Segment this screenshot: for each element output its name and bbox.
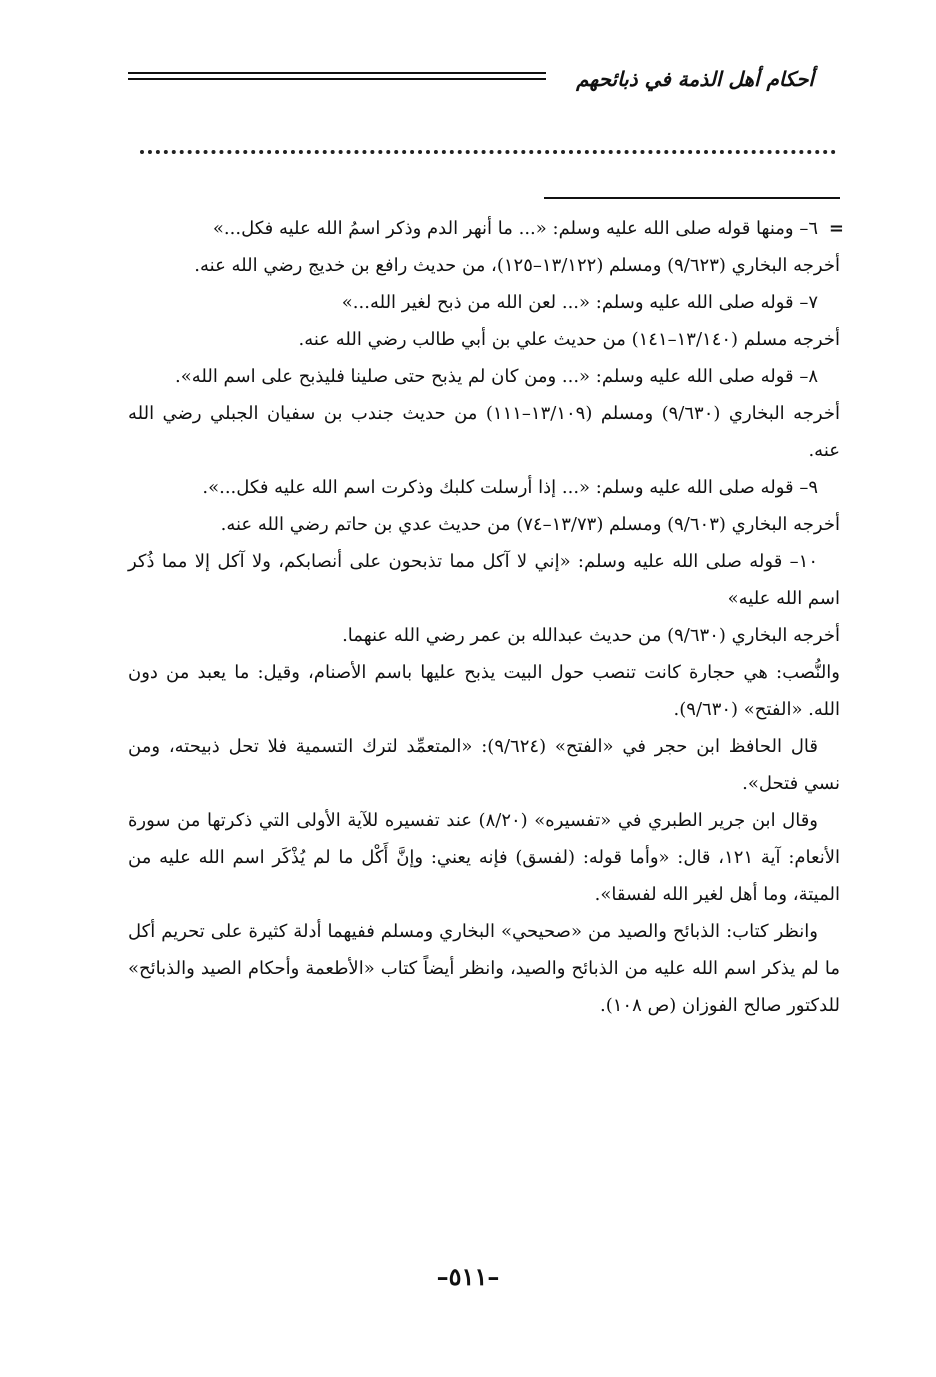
footnote-paragraph: قال الحافظ ابن حجر في «الفتح» (٩/٦٢٤): «المتعمِّد لترك التسمية فلا تحل ذبيحته، ومن نسي فتحل». bbox=[128, 736, 840, 794]
footnotes-body bbox=[128, 210, 844, 1024]
header-rule bbox=[128, 72, 546, 74]
footnote-separator-rule bbox=[544, 197, 840, 199]
footnote-paragraph: والنُّصب: هي حجارة كانت تنصب حول البيت يذبح عليها باسم الأصنام، وقيل: ما يعبد من دون الله. «الفتح» (٩/٦٣٠). bbox=[128, 662, 840, 720]
running-title: أحكام أهل الذمة في ذبائحهم bbox=[576, 67, 814, 91]
dotted-separator bbox=[140, 150, 836, 164]
footnote-paragraph: أخرجه البخاري (٩/٦٢٣) ومسلم (١٣/١٢٢–١٢٥)، من حديث رافع بن خديج رضي الله عنه. bbox=[194, 255, 840, 276]
footnote-paragraph: أخرجه البخاري (٩/٦٣٠) من حديث عبدالله بن عمر رضي الله عنهما. bbox=[342, 625, 840, 646]
footnote-paragraph: وانظر كتاب: الذبائح والصيد من «صحيحي» البخاري ومسلم ففيهما أدلة كثيرة على تحريم أكل ما لم يذكر اسم الله عليه من الذبائح والصيد، وانظر أيضاً كتاب «الأطعمة وأحكام الصيد والذبائح» للدكتور صالح الفوزان (ص ١٠٨). bbox=[128, 921, 840, 1016]
continuation-mark: = bbox=[828, 218, 844, 239]
footnote-paragraph: ٩– قوله صلى الله عليه وسلم: «... إذا أرسلت كلبك وذكرت اسم الله عليه فكل...». bbox=[202, 477, 818, 498]
footnote-paragraph: أخرجه البخاري (٩/٦٠٣) ومسلم (١٣/٧٣–٧٤) من حديث عدي بن حاتم رضي الله عنه. bbox=[220, 514, 840, 535]
page-number: –٥١١– bbox=[436, 1262, 500, 1291]
footnote-text: ٦– ومنها قوله صلى الله عليه وسلم: «... ما أنهر الدم وذكر اسمُ الله عليه فكل...» bbox=[212, 218, 818, 239]
footnote-paragraph: ١٠– قوله صلى الله عليه وسلم: «إني لا آكل مما تذبحون على أنصابكم، ولا آكل إلا مما ذُكر اسم الله عليه» bbox=[128, 551, 840, 609]
footnote-paragraph bbox=[128, 210, 844, 247]
footnote-paragraph: وقال ابن جرير الطبري في «تفسيره» (٨/٢٠) عند تفسيره للآية الأولى التي ذكرتها من سورة الأنعام: آية ١٢١، قال: «وأما قوله: (لفسق) فإنه يعني: وإنَّ أَكْل ما لم يُذْكَر اسم الله عليه من الميتة، وما أهل لغير الله لفسقا». bbox=[128, 810, 840, 905]
footnote-paragraph: أخرجه البخاري (٩/٦٣٠) ومسلم (١٣/١٠٩–١١١) من حديث جندب بن سفيان الجبلي رضي الله عنه. bbox=[128, 403, 840, 461]
footnote-paragraph: ٧– قوله صلى الله عليه وسلم: «... لعن الله من ذبح لغير الله...» bbox=[341, 292, 818, 313]
header-rule bbox=[128, 78, 546, 80]
running-header bbox=[128, 66, 814, 96]
footnote-paragraph: ٨– قوله صلى الله عليه وسلم: «... ومن كان لم يذبح حتى صلينا فليذبح على اسم الله». bbox=[174, 366, 818, 387]
footnote-paragraph: أخرجه مسلم (١٣/١٤٠–١٤١) من حديث علي بن أبي طالب رضي الله عنه. bbox=[298, 329, 840, 350]
